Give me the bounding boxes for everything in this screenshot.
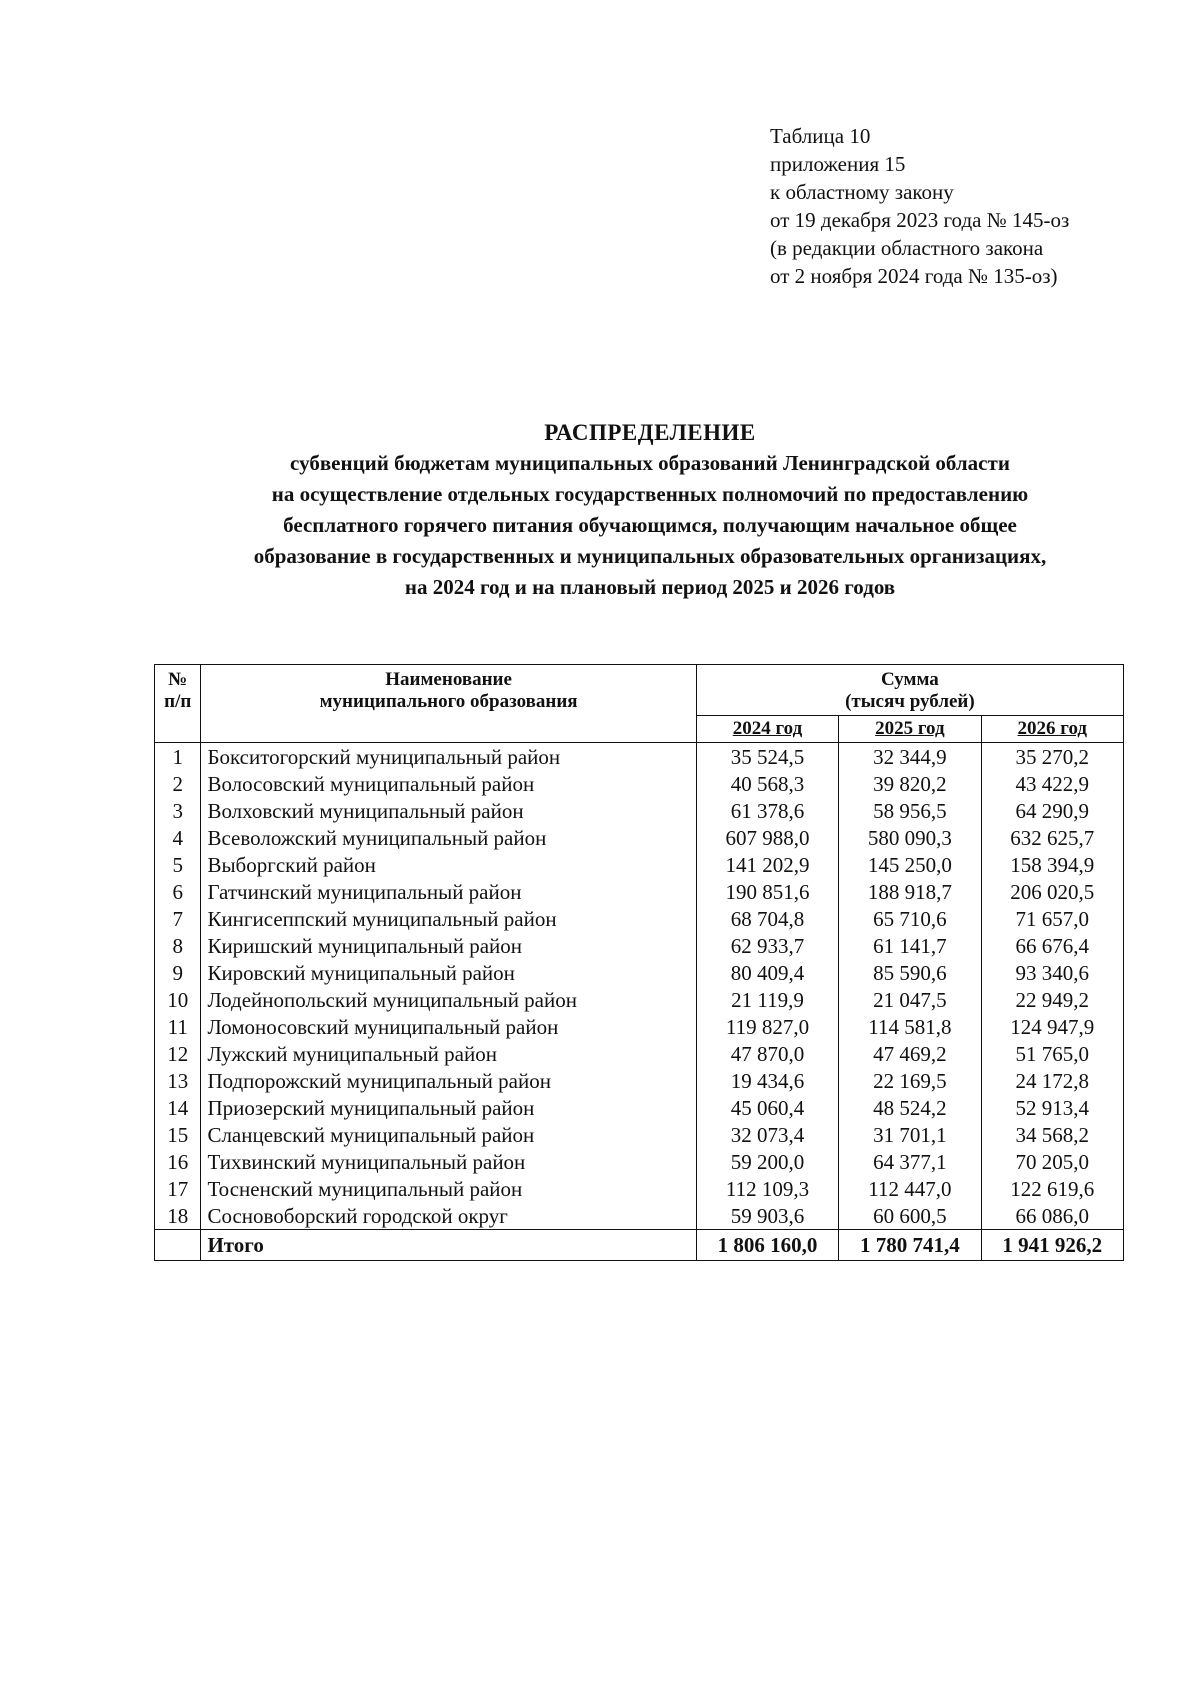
- total-label: Итого: [201, 1230, 696, 1261]
- row-name: Киришский муниципальный район: [201, 932, 696, 959]
- attachment-line: к областному закону: [770, 180, 954, 204]
- total-row: [155, 1230, 1124, 1261]
- row-value-2026: 71 657,0: [981, 905, 1123, 932]
- row-number: 11: [155, 1013, 201, 1040]
- table-row: [155, 1175, 1124, 1202]
- title-sub-line: образование в государственных и муниципальных образовательных организациях,: [253, 544, 1047, 568]
- row-name: Гатчинский муниципальный район: [201, 878, 696, 905]
- title-sub-line: субвенций бюджетам муниципальных образований Ленинградской области: [290, 451, 1010, 475]
- attachment-line: (в редакции областного закона: [770, 236, 1044, 260]
- row-value-2026: 64 290,9: [981, 797, 1123, 824]
- row-number: 18: [155, 1202, 201, 1230]
- row-name: Кингисеппский муниципальный район: [201, 905, 696, 932]
- distribution-table: [154, 664, 1124, 1261]
- row-value-2026: 124 947,9: [981, 1013, 1123, 1040]
- row-value-2025: 47 469,2: [839, 1040, 981, 1067]
- title-sub-line: на 2024 год и на плановый период 2025 и 2026 годов: [404, 575, 896, 599]
- table-footer: [155, 1230, 1124, 1261]
- row-name: Сосновоборский городской округ: [201, 1202, 696, 1230]
- row-value-2026: 34 568,2: [981, 1121, 1123, 1148]
- row-value-2026: 122 619,6: [981, 1175, 1123, 1202]
- row-value-2026: 632 625,7: [981, 824, 1123, 851]
- table-body: [155, 743, 1124, 1230]
- row-value-2026: 35 270,2: [981, 743, 1123, 771]
- table-row: [155, 770, 1124, 797]
- row-value-2024: 59 903,6: [696, 1202, 838, 1230]
- header-sum-line1: Сумма: [881, 669, 939, 690]
- row-value-2025: 580 090,3: [839, 824, 981, 851]
- row-value-2024: 47 870,0: [696, 1040, 838, 1067]
- row-value-2025: 145 250,0: [839, 851, 981, 878]
- row-value-2025: 39 820,2: [839, 770, 981, 797]
- row-value-2024: 40 568,3: [696, 770, 838, 797]
- attachment-line: Таблица 10: [770, 124, 871, 148]
- row-value-2024: 62 933,7: [696, 932, 838, 959]
- row-value-2026: 22 949,2: [981, 986, 1123, 1013]
- table-row: [155, 932, 1124, 959]
- row-value-2025: 60 600,5: [839, 1202, 981, 1230]
- row-number: 14: [155, 1094, 201, 1121]
- row-number: 4: [155, 824, 201, 851]
- header-name: [201, 665, 696, 743]
- row-value-2025: 114 581,8: [839, 1013, 981, 1040]
- row-name: Всеволожский муниципальный район: [201, 824, 696, 851]
- row-value-2026: 66 086,0: [981, 1202, 1123, 1230]
- row-value-2025: 112 447,0: [839, 1175, 981, 1202]
- row-value-2024: 80 409,4: [696, 959, 838, 986]
- row-number: 17: [155, 1175, 201, 1202]
- table-row: [155, 986, 1124, 1013]
- row-value-2026: 24 172,8: [981, 1067, 1123, 1094]
- row-value-2025: 85 590,6: [839, 959, 981, 986]
- row-name: Ломоносовский муниципальный район: [201, 1013, 696, 1040]
- row-name: Бокситогорский муниципальный район: [201, 743, 696, 771]
- row-number: 6: [155, 878, 201, 905]
- header-year-2024: 2024 год: [696, 716, 838, 743]
- row-name: Тихвинский муниципальный район: [201, 1148, 696, 1175]
- row-number: 2: [155, 770, 201, 797]
- table-row: [155, 1121, 1124, 1148]
- table-row: [155, 1067, 1124, 1094]
- attachment-line: от 19 декабря 2023 года № 145-оз: [770, 208, 1070, 232]
- table-row: [155, 824, 1124, 851]
- header-sum-line2: (тысяч рублей): [845, 691, 975, 712]
- total-num-cell: [155, 1230, 201, 1261]
- row-value-2024: 21 119,9: [696, 986, 838, 1013]
- document-title: [100, 418, 1200, 603]
- table-row: [155, 878, 1124, 905]
- row-value-2026: 93 340,6: [981, 959, 1123, 986]
- row-name: Сланцевский муниципальный район: [201, 1121, 696, 1148]
- row-value-2026: 52 913,4: [981, 1094, 1123, 1121]
- header-sum: [696, 665, 1123, 716]
- header-number-line1: №: [168, 669, 188, 690]
- row-value-2024: 190 851,6: [696, 878, 838, 905]
- row-name: Выборгский район: [201, 851, 696, 878]
- row-value-2026: 43 422,9: [981, 770, 1123, 797]
- row-value-2025: 32 344,9: [839, 743, 981, 771]
- row-number: 3: [155, 797, 201, 824]
- row-number: 15: [155, 1121, 201, 1148]
- attachment-line: приложения 15: [770, 152, 906, 176]
- row-value-2026: 158 394,9: [981, 851, 1123, 878]
- table-row: [155, 905, 1124, 932]
- row-value-2024: 35 524,5: [696, 743, 838, 771]
- row-name: Волховский муниципальный район: [201, 797, 696, 824]
- row-value-2025: 188 918,7: [839, 878, 981, 905]
- table-row: [155, 851, 1124, 878]
- row-value-2024: 45 060,4: [696, 1094, 838, 1121]
- row-number: 10: [155, 986, 201, 1013]
- attachment-line: от 2 ноября 2024 года № 135-оз): [770, 264, 1058, 288]
- row-number: 13: [155, 1067, 201, 1094]
- row-name: Тосненский муниципальный район: [201, 1175, 696, 1202]
- row-value-2025: 61 141,7: [839, 932, 981, 959]
- row-value-2025: 31 701,1: [839, 1121, 981, 1148]
- row-number: 9: [155, 959, 201, 986]
- row-value-2024: 61 378,6: [696, 797, 838, 824]
- header-year-2026: 2026 год: [981, 716, 1123, 743]
- row-name: Волосовский муниципальный район: [201, 770, 696, 797]
- row-value-2024: 141 202,9: [696, 851, 838, 878]
- attachment-note: [770, 122, 1069, 290]
- table-row: [155, 1040, 1124, 1067]
- row-value-2024: 59 200,0: [696, 1148, 838, 1175]
- table-row: [155, 959, 1124, 986]
- row-value-2026: 70 205,0: [981, 1148, 1123, 1175]
- row-value-2024: 68 704,8: [696, 905, 838, 932]
- total-2026: 1 941 926,2: [981, 1230, 1123, 1261]
- row-value-2026: 66 676,4: [981, 932, 1123, 959]
- header-name-line1: Наименование: [385, 669, 512, 690]
- row-value-2025: 64 377,1: [839, 1148, 981, 1175]
- row-number: 12: [155, 1040, 201, 1067]
- title-main: РАСПРЕДЕЛЕНИЕ: [544, 420, 756, 445]
- table-row: [155, 1013, 1124, 1040]
- header-name-line2: муниципального образования: [319, 691, 578, 712]
- header-number: [155, 665, 201, 743]
- title-sub-line: бесплатного горячего питания обучающимся, получающим начальное общее: [283, 513, 1017, 537]
- row-number: 16: [155, 1148, 201, 1175]
- row-number: 1: [155, 743, 201, 771]
- row-number: 8: [155, 932, 201, 959]
- header-year-2025: 2025 год: [839, 716, 981, 743]
- table-header: [155, 665, 1124, 743]
- row-value-2025: 22 169,5: [839, 1067, 981, 1094]
- row-value-2025: 65 710,6: [839, 905, 981, 932]
- total-2024: 1 806 160,0: [696, 1230, 838, 1261]
- row-number: 7: [155, 905, 201, 932]
- row-value-2024: 112 109,3: [696, 1175, 838, 1202]
- row-value-2025: 48 524,2: [839, 1094, 981, 1121]
- row-number: 5: [155, 851, 201, 878]
- table-row: [155, 1094, 1124, 1121]
- row-name: Лодейнопольский муниципальный район: [201, 986, 696, 1013]
- total-2025: 1 780 741,4: [839, 1230, 981, 1261]
- row-name: Лужский муниципальный район: [201, 1040, 696, 1067]
- row-value-2026: 51 765,0: [981, 1040, 1123, 1067]
- row-name: Подпорожский муниципальный район: [201, 1067, 696, 1094]
- row-value-2026: 206 020,5: [981, 878, 1123, 905]
- row-value-2025: 21 047,5: [839, 986, 981, 1013]
- row-value-2024: 19 434,6: [696, 1067, 838, 1094]
- title-sub-line: на осуществление отдельных государственных полномочий по предоставлению: [271, 482, 1029, 506]
- table-row: [155, 1202, 1124, 1230]
- table-row: [155, 1148, 1124, 1175]
- row-name: Приозерский муниципальный район: [201, 1094, 696, 1121]
- table-row: [155, 797, 1124, 824]
- row-value-2024: 119 827,0: [696, 1013, 838, 1040]
- row-value-2024: 32 073,4: [696, 1121, 838, 1148]
- row-value-2025: 58 956,5: [839, 797, 981, 824]
- header-number-line2: п/п: [164, 691, 192, 712]
- row-name: Кировский муниципальный район: [201, 959, 696, 986]
- row-value-2024: 607 988,0: [696, 824, 838, 851]
- table-row: [155, 743, 1124, 771]
